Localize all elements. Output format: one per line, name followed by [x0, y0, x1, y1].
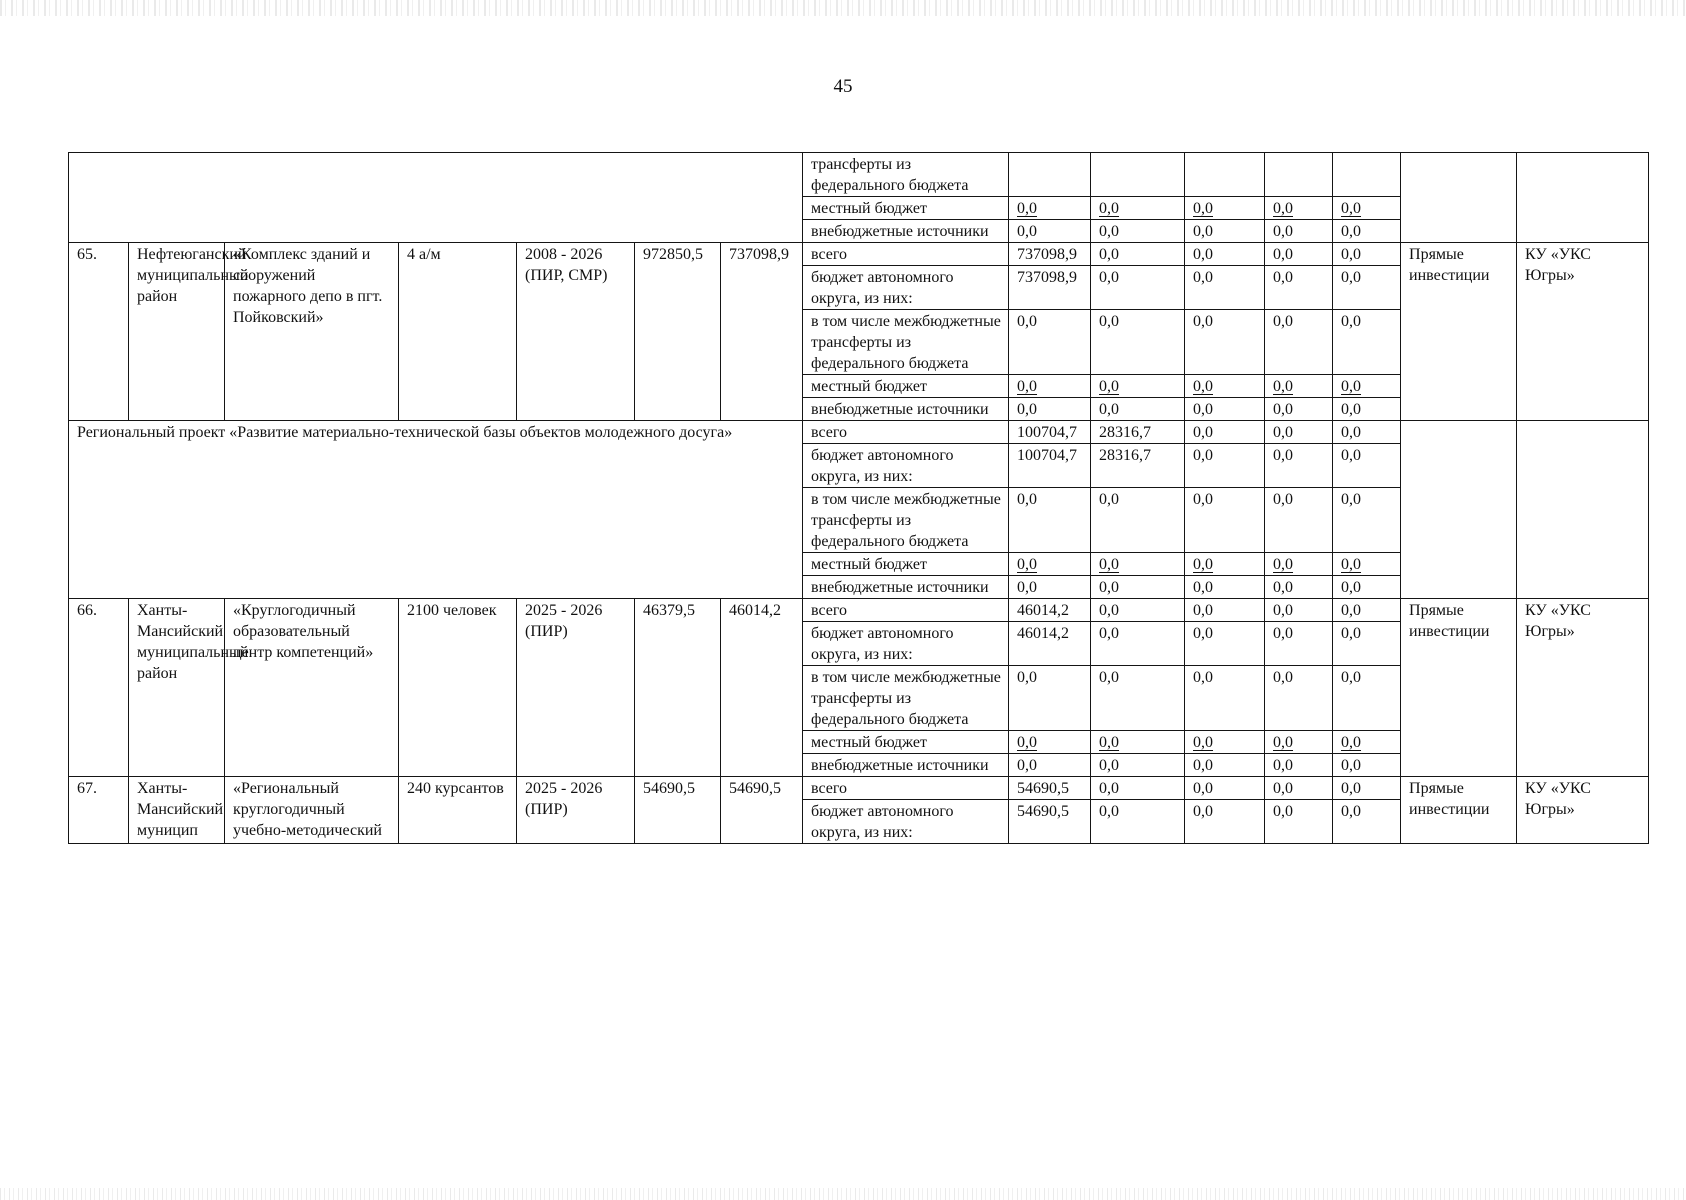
- value-cell: 0,0: [1009, 576, 1091, 599]
- value-cell: 0,0: [1333, 398, 1401, 421]
- value-cell: 0,0: [1091, 220, 1185, 243]
- row-label: в том числе межбюджетные трансферты из федерального бюджета: [803, 666, 1009, 731]
- row-label: всего: [803, 599, 1009, 622]
- row-label: местный бюджет: [803, 731, 1009, 754]
- value-cell: 0,0: [1185, 553, 1265, 576]
- value-cell: 0,0: [1091, 553, 1185, 576]
- object-number: 67.: [69, 777, 129, 844]
- value-cell: 0,0: [1333, 375, 1401, 398]
- value-cell: 0,0: [1333, 266, 1401, 310]
- object-capacity: 2100 человек: [399, 599, 517, 777]
- value-cell: 0,0: [1009, 310, 1091, 375]
- row-label: бюджет автономного округа, из них:: [803, 266, 1009, 310]
- value-cell: 0,0: [1185, 777, 1265, 800]
- value-cell: 0,0: [1333, 488, 1401, 553]
- value-cell: 0,0: [1333, 622, 1401, 666]
- table-body: [69, 153, 1649, 844]
- scan-noise-bottom: [0, 1188, 1686, 1200]
- value-cell: 0,0: [1333, 553, 1401, 576]
- object-cost: 46379,5: [635, 599, 721, 777]
- object-district: Ханты-Мансийский муниципальный район: [129, 599, 225, 777]
- value-cell: 0,0: [1333, 220, 1401, 243]
- value-cell: 0,0: [1185, 266, 1265, 310]
- value-cell: 0,0: [1091, 622, 1185, 666]
- table-row: [69, 421, 1649, 444]
- value-cell: 0,0: [1009, 754, 1091, 777]
- value-cell: 54690,5: [1009, 800, 1091, 844]
- value-cell: 0,0: [1009, 197, 1091, 220]
- value-cell: 0,0: [1009, 220, 1091, 243]
- value-cell: 0,0: [1333, 444, 1401, 488]
- customer: КУ «УКС Югры»: [1517, 777, 1649, 844]
- value-cell: 0,0: [1185, 375, 1265, 398]
- table-row: [69, 153, 1649, 197]
- value-cell: 0,0: [1091, 731, 1185, 754]
- value-cell: 737098,9: [1009, 243, 1091, 266]
- value-cell: 737098,9: [1009, 266, 1091, 310]
- value-cell: 100704,7: [1009, 444, 1091, 488]
- value-cell: 0,0: [1009, 398, 1091, 421]
- value-cell: 0,0: [1333, 197, 1401, 220]
- value-cell: 0,0: [1265, 599, 1333, 622]
- value-cell: 0,0: [1091, 197, 1185, 220]
- table-row: [69, 599, 1649, 622]
- value-cell: 0,0: [1333, 754, 1401, 777]
- value-cell: 54690,5: [1009, 777, 1091, 800]
- value-cell: 0,0: [1265, 576, 1333, 599]
- value-cell: 0,0: [1333, 800, 1401, 844]
- value-cell: 0,0: [1265, 266, 1333, 310]
- value-cell: 0,0: [1091, 800, 1185, 844]
- value-cell: 0,0: [1091, 488, 1185, 553]
- value-cell: 0,0: [1265, 553, 1333, 576]
- row-label: бюджет автономного округа, из них:: [803, 444, 1009, 488]
- continuation-empty-cell: [69, 153, 803, 243]
- value-cell: 0,0: [1091, 576, 1185, 599]
- value-cell: 0,0: [1265, 197, 1333, 220]
- value-cell: 46014,2: [1009, 622, 1091, 666]
- value-cell: 0,0: [1265, 622, 1333, 666]
- value-cell: 0,0: [1265, 754, 1333, 777]
- row-label: всего: [803, 243, 1009, 266]
- row-label: бюджет автономного округа, из них:: [803, 622, 1009, 666]
- row-label: внебюджетные источники: [803, 576, 1009, 599]
- value-cell: 28316,7: [1091, 421, 1185, 444]
- value-cell: 0,0: [1009, 375, 1091, 398]
- value-cell: 0,0: [1333, 310, 1401, 375]
- value-cell: 0,0: [1265, 777, 1333, 800]
- value-cell: 0,0: [1185, 666, 1265, 731]
- object-period: 2025 - 2026 (ПИР): [517, 599, 635, 777]
- value-cell: 0,0: [1091, 266, 1185, 310]
- object-district: Ханты-Мансийский муницип: [129, 777, 225, 844]
- object-cost: 54690,5: [635, 777, 721, 844]
- value-cell: 0,0: [1091, 375, 1185, 398]
- investment-form: Прямые инвестиции: [1401, 599, 1517, 777]
- value-cell: 0,0: [1091, 666, 1185, 731]
- value-cell: 0,0: [1333, 599, 1401, 622]
- row-label: внебюджетные источники: [803, 754, 1009, 777]
- value-cell: 0,0: [1009, 488, 1091, 553]
- object-remaining: 54690,5: [721, 777, 803, 844]
- row-label: местный бюджет: [803, 553, 1009, 576]
- value-cell: 0,0: [1265, 243, 1333, 266]
- object-period: 2008 - 2026 (ПИР, СМР): [517, 243, 635, 421]
- row-label: трансферты из федерального бюджета: [803, 153, 1009, 197]
- value-cell: 28316,7: [1091, 444, 1185, 488]
- value-cell: 0,0: [1265, 421, 1333, 444]
- object-cost: 972850,5: [635, 243, 721, 421]
- row-label: в том числе межбюджетные трансферты из федерального бюджета: [803, 488, 1009, 553]
- value-cell: 0,0: [1185, 731, 1265, 754]
- object-capacity: 240 курсантов: [399, 777, 517, 844]
- value-cell: 0,0: [1185, 488, 1265, 553]
- investment-table: [68, 152, 1649, 844]
- value-cell: 0,0: [1265, 310, 1333, 375]
- value-cell: 0,0: [1265, 666, 1333, 731]
- row-label: в том числе межбюджетные трансферты из федерального бюджета: [803, 310, 1009, 375]
- row-label: местный бюджет: [803, 197, 1009, 220]
- value-cell: 0,0: [1091, 754, 1185, 777]
- object-remaining: 737098,9: [721, 243, 803, 421]
- value-cell: 0,0: [1265, 488, 1333, 553]
- investment-form: Прямые инвестиции: [1401, 243, 1517, 421]
- value-cell: 0,0: [1185, 754, 1265, 777]
- object-remaining: 46014,2: [721, 599, 803, 777]
- value-cell: 0,0: [1185, 800, 1265, 844]
- value-cell: 0,0: [1091, 398, 1185, 421]
- customer: КУ «УКС Югры»: [1517, 599, 1649, 777]
- row-label: внебюджетные источники: [803, 398, 1009, 421]
- value-cell: 0,0: [1333, 576, 1401, 599]
- value-cell: 0,0: [1265, 444, 1333, 488]
- value-cell: 100704,7: [1009, 421, 1091, 444]
- value-cell: 0,0: [1009, 731, 1091, 754]
- value-cell: 46014,2: [1009, 599, 1091, 622]
- row-label: всего: [803, 777, 1009, 800]
- value-cell: 0,0: [1185, 220, 1265, 243]
- value-cell: 0,0: [1185, 622, 1265, 666]
- value-cell: 0,0: [1265, 220, 1333, 243]
- value-cell: 0,0: [1265, 800, 1333, 844]
- value-cell: 0,0: [1185, 599, 1265, 622]
- object-name: «Комплекс зданий и сооружений пожарного депо в пгт. Пойковский»: [225, 243, 399, 421]
- value-cell: 0,0: [1185, 398, 1265, 421]
- investment-form: Прямые инвестиции: [1401, 777, 1517, 844]
- row-label: местный бюджет: [803, 375, 1009, 398]
- value-cell: 0,0: [1185, 197, 1265, 220]
- value-cell: 0,0: [1185, 576, 1265, 599]
- value-cell: 0,0: [1091, 243, 1185, 266]
- object-number: 65.: [69, 243, 129, 421]
- regional-project-title: Региональный проект «Развитие материально-технической базы объектов молодежного досуга»: [69, 421, 803, 599]
- table-row: [69, 777, 1649, 800]
- value-cell: 0,0: [1333, 731, 1401, 754]
- value-cell: 0,0: [1333, 666, 1401, 731]
- value-cell: 0,0: [1333, 777, 1401, 800]
- value-cell: 0,0: [1333, 421, 1401, 444]
- value-cell: 0,0: [1009, 553, 1091, 576]
- object-name: «Региональный круглогодичный учебно-методический: [225, 777, 399, 844]
- value-cell: 0,0: [1185, 444, 1265, 488]
- table-row: [69, 243, 1649, 266]
- object-district: Нефтеюганский муниципальный район: [129, 243, 225, 421]
- value-cell: 0,0: [1333, 243, 1401, 266]
- page-number: 45: [833, 76, 853, 97]
- value-cell: 0,0: [1009, 666, 1091, 731]
- value-cell: 0,0: [1185, 421, 1265, 444]
- object-period: 2025 - 2026 (ПИР): [517, 777, 635, 844]
- value-cell: 0,0: [1265, 398, 1333, 421]
- object-name: «Круглогодичный образовательный центр компетенций»: [225, 599, 399, 777]
- value-cell: 0,0: [1185, 243, 1265, 266]
- value-cell: 0,0: [1091, 777, 1185, 800]
- row-label: внебюджетные источники: [803, 220, 1009, 243]
- scan-noise-top: [0, 0, 1686, 16]
- value-cell: 0,0: [1091, 599, 1185, 622]
- customer: КУ «УКС Югры»: [1517, 243, 1649, 421]
- value-cell: 0,0: [1265, 375, 1333, 398]
- value-cell: 0,0: [1185, 310, 1265, 375]
- row-label: бюджет автономного округа, из них:: [803, 800, 1009, 844]
- object-number: 66.: [69, 599, 129, 777]
- value-cell: 0,0: [1091, 310, 1185, 375]
- value-cell: 0,0: [1265, 731, 1333, 754]
- row-label: всего: [803, 421, 1009, 444]
- object-capacity: 4 а/м: [399, 243, 517, 421]
